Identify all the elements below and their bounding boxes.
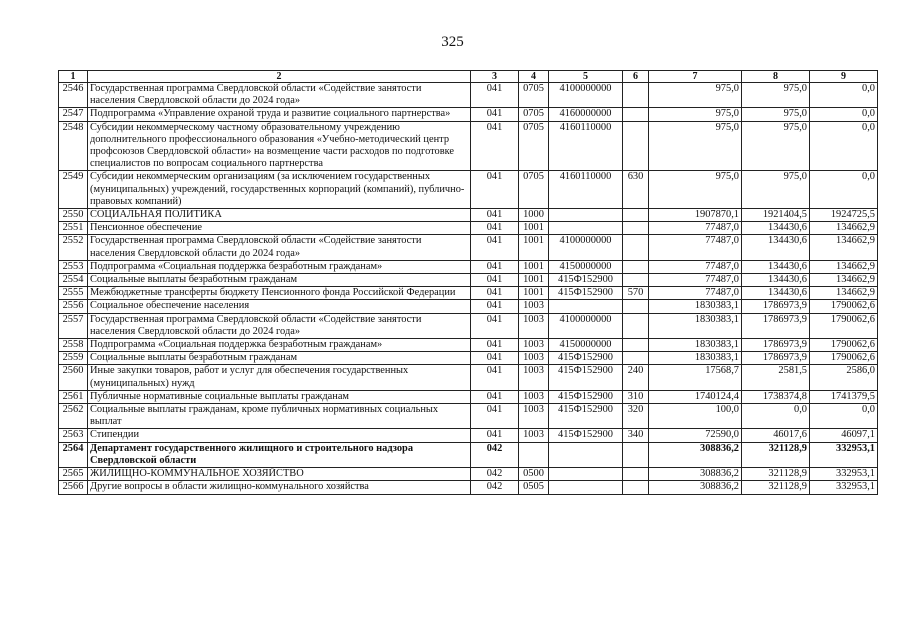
page-number: 325	[441, 34, 464, 50]
amount-col-9: 1790062,6	[810, 300, 878, 313]
amount-col-8: 321128,9	[742, 468, 810, 481]
expense-type-code	[623, 468, 649, 481]
row-number: 2551	[59, 222, 88, 235]
amount-col-9: 134662,9	[810, 274, 878, 287]
expense-type-code: 630	[623, 171, 649, 209]
target-article-code: 415Ф152900	[549, 274, 623, 287]
amount-col-7: 77487,0	[649, 287, 742, 300]
ministry-code: 041	[471, 404, 519, 429]
row-description: Другие вопросы в области жилищно-коммунального хозяйства	[88, 481, 471, 494]
ministry-code: 041	[471, 313, 519, 338]
row-number: 2549	[59, 171, 88, 209]
ministry-code: 041	[471, 209, 519, 222]
expense-type-code	[623, 313, 649, 338]
amount-col-9: 332953,1	[810, 442, 878, 467]
row-number: 2561	[59, 390, 88, 403]
amount-col-9: 134662,9	[810, 222, 878, 235]
table-row	[59, 300, 878, 313]
row-description: Государственная программа Свердловской области «Содействие занятости населения Свердловской области до 2024 года»	[88, 313, 471, 338]
amount-col-8: 975,0	[742, 108, 810, 121]
target-article-code: 415Ф152900	[549, 429, 623, 442]
target-article-code	[549, 442, 623, 467]
amount-col-8: 46017,6	[742, 429, 810, 442]
target-article-code: 415Ф152900	[549, 352, 623, 365]
row-description: Департамент государственного жилищного и строительного надзора Свердловской области	[88, 442, 471, 467]
section-code: 1003	[519, 313, 549, 338]
amount-col-7: 77487,0	[649, 222, 742, 235]
amount-col-7: 1907870,1	[649, 209, 742, 222]
row-number: 2555	[59, 287, 88, 300]
ministry-code: 041	[471, 429, 519, 442]
ministry-code: 041	[471, 300, 519, 313]
target-article-code: 415Ф152900	[549, 287, 623, 300]
amount-col-7: 77487,0	[649, 274, 742, 287]
amount-col-7: 1830383,1	[649, 313, 742, 338]
expense-type-code	[623, 442, 649, 467]
ministry-code: 041	[471, 352, 519, 365]
amount-col-8: 975,0	[742, 83, 810, 108]
section-code: 0505	[519, 481, 549, 494]
section-code: 1003	[519, 300, 549, 313]
target-article-code: 415Ф152900	[549, 404, 623, 429]
expense-type-code	[623, 209, 649, 222]
target-article-code: 4160110000	[549, 171, 623, 209]
target-article-code	[549, 468, 623, 481]
ministry-code: 041	[471, 339, 519, 352]
amount-col-8: 1786973,9	[742, 313, 810, 338]
amount-col-7: 308836,2	[649, 481, 742, 494]
amount-col-7: 308836,2	[649, 468, 742, 481]
ministry-code: 042	[471, 442, 519, 467]
row-description: Пенсионное обеспечение	[88, 222, 471, 235]
row-number: 2552	[59, 235, 88, 260]
amount-col-7: 1830383,1	[649, 300, 742, 313]
target-article-code: 4150000000	[549, 260, 623, 273]
row-description: Межбюджетные трансферты бюджету Пенсионного фонда Российской Федерации	[88, 287, 471, 300]
row-description: Социальное обеспечение населения	[88, 300, 471, 313]
table-row	[59, 171, 878, 209]
table-row	[59, 352, 878, 365]
column-header: 1	[59, 71, 88, 83]
amount-col-7: 77487,0	[649, 260, 742, 273]
amount-col-7: 77487,0	[649, 235, 742, 260]
amount-col-8: 2581,5	[742, 365, 810, 390]
amount-col-9: 0,0	[810, 83, 878, 108]
expense-type-code	[623, 352, 649, 365]
expense-type-code	[623, 83, 649, 108]
amount-col-7: 975,0	[649, 121, 742, 171]
target-article-code: 4100000000	[549, 313, 623, 338]
amount-col-7: 1830383,1	[649, 339, 742, 352]
amount-col-9: 46097,1	[810, 429, 878, 442]
ministry-code: 042	[471, 481, 519, 494]
ministry-code: 041	[471, 274, 519, 287]
table-row	[59, 404, 878, 429]
row-description: Публичные нормативные социальные выплаты гражданам	[88, 390, 471, 403]
target-article-code: 4160000000	[549, 108, 623, 121]
table-row	[59, 260, 878, 273]
amount-col-9: 134662,9	[810, 260, 878, 273]
amount-col-8: 1921404,5	[742, 209, 810, 222]
amount-col-8: 134430,6	[742, 222, 810, 235]
row-description: Субсидии некоммерческим организациям (за исключением государственных (муниципальных) учреждений, государственных корпораций (компаний), публично-правовых компаний)	[88, 171, 471, 209]
target-article-code	[549, 481, 623, 494]
amount-col-7: 100,0	[649, 404, 742, 429]
ministry-code: 041	[471, 235, 519, 260]
table-row	[59, 481, 878, 494]
section-code: 1001	[519, 287, 549, 300]
row-number: 2547	[59, 108, 88, 121]
row-description: Государственная программа Свердловской области «Содействие занятости населения Свердловской области до 2024 года»	[88, 83, 471, 108]
section-code: 1003	[519, 404, 549, 429]
row-number: 2559	[59, 352, 88, 365]
target-article-code: 4100000000	[549, 83, 623, 108]
section-code: 0500	[519, 468, 549, 481]
column-header-row	[59, 71, 878, 83]
section-code: 1001	[519, 222, 549, 235]
expense-type-code	[623, 481, 649, 494]
column-header: 9	[810, 71, 878, 83]
row-number: 2557	[59, 313, 88, 338]
row-description: Подпрограмма «Управление охраной труда и развитие социального партнерства»	[88, 108, 471, 121]
row-description: Государственная программа Свердловской области «Содействие занятости населения Свердловской области до 2024 года»	[88, 235, 471, 260]
amount-col-9: 1924725,5	[810, 209, 878, 222]
amount-col-7: 72590,0	[649, 429, 742, 442]
amount-col-8: 1786973,9	[742, 300, 810, 313]
table-row	[59, 121, 878, 171]
row-number: 2558	[59, 339, 88, 352]
section-code: 1003	[519, 352, 549, 365]
section-code: 0705	[519, 171, 549, 209]
table-row	[59, 442, 878, 467]
ministry-code: 041	[471, 287, 519, 300]
row-number: 2562	[59, 404, 88, 429]
row-number: 2553	[59, 260, 88, 273]
expense-type-code	[623, 339, 649, 352]
amount-col-8: 321128,9	[742, 481, 810, 494]
section-code: 0705	[519, 83, 549, 108]
row-description: Подпрограмма «Социальная поддержка безработным гражданам»	[88, 339, 471, 352]
amount-col-8: 134430,6	[742, 235, 810, 260]
target-article-code: 4100000000	[549, 235, 623, 260]
ministry-code: 042	[471, 468, 519, 481]
table-row	[59, 235, 878, 260]
expense-type-code: 320	[623, 404, 649, 429]
amount-col-8: 134430,6	[742, 274, 810, 287]
amount-col-9: 0,0	[810, 171, 878, 209]
ministry-code: 041	[471, 121, 519, 171]
column-header: 7	[649, 71, 742, 83]
row-description: Социальные выплаты гражданам, кроме публичных нормативных социальных выплат	[88, 404, 471, 429]
amount-col-7: 17568,7	[649, 365, 742, 390]
row-description: Подпрограмма «Социальная поддержка безработным гражданам»	[88, 260, 471, 273]
row-description: Иные закупки товаров, работ и услуг для обеспечения государственных (муниципальных) нужд	[88, 365, 471, 390]
amount-col-9: 1790062,6	[810, 352, 878, 365]
amount-col-9: 0,0	[810, 108, 878, 121]
amount-col-7: 975,0	[649, 83, 742, 108]
target-article-code: 415Ф152900	[549, 390, 623, 403]
amount-col-7: 975,0	[649, 108, 742, 121]
expense-type-code	[623, 121, 649, 171]
row-number: 2546	[59, 83, 88, 108]
row-description: Социальные выплаты безработным гражданам	[88, 274, 471, 287]
amount-col-8: 134430,6	[742, 260, 810, 273]
target-article-code	[549, 222, 623, 235]
amount-col-9: 332953,1	[810, 481, 878, 494]
table-row	[59, 274, 878, 287]
row-number: 2563	[59, 429, 88, 442]
table-row	[59, 209, 878, 222]
amount-col-9: 134662,9	[810, 235, 878, 260]
table-row	[59, 468, 878, 481]
section-code: 0705	[519, 121, 549, 171]
row-description: Стипендии	[88, 429, 471, 442]
expense-type-code: 340	[623, 429, 649, 442]
section-code: 1003	[519, 339, 549, 352]
section-code	[519, 442, 549, 467]
row-number: 2550	[59, 209, 88, 222]
column-header: 8	[742, 71, 810, 83]
expense-type-code	[623, 235, 649, 260]
section-code: 1001	[519, 235, 549, 260]
expense-type-code	[623, 222, 649, 235]
amount-col-9: 1790062,6	[810, 313, 878, 338]
ministry-code: 041	[471, 171, 519, 209]
table-row	[59, 83, 878, 108]
row-description: Социальные выплаты безработным гражданам	[88, 352, 471, 365]
expense-type-code: 240	[623, 365, 649, 390]
ministry-code: 041	[471, 365, 519, 390]
column-header: 4	[519, 71, 549, 83]
amount-col-8: 1786973,9	[742, 339, 810, 352]
row-number: 2564	[59, 442, 88, 467]
target-article-code: 4150000000	[549, 339, 623, 352]
expense-type-code	[623, 108, 649, 121]
ministry-code: 041	[471, 260, 519, 273]
table-row	[59, 429, 878, 442]
table-row	[59, 287, 878, 300]
expense-type-code	[623, 260, 649, 273]
row-number: 2554	[59, 274, 88, 287]
expense-type-code: 570	[623, 287, 649, 300]
ministry-code: 041	[471, 222, 519, 235]
amount-col-7: 1830383,1	[649, 352, 742, 365]
ministry-code: 041	[471, 390, 519, 403]
amount-col-9: 1741379,5	[810, 390, 878, 403]
amount-col-8: 134430,6	[742, 287, 810, 300]
table-row	[59, 222, 878, 235]
amount-col-9: 0,0	[810, 404, 878, 429]
row-description: ЖИЛИЩНО-КОММУНАЛЬНОЕ ХОЗЯЙСТВО	[88, 468, 471, 481]
row-description: СОЦИАЛЬНАЯ ПОЛИТИКА	[88, 209, 471, 222]
row-number: 2548	[59, 121, 88, 171]
target-article-code: 415Ф152900	[549, 365, 623, 390]
section-code: 1003	[519, 429, 549, 442]
target-article-code	[549, 300, 623, 313]
amount-col-8: 1786973,9	[742, 352, 810, 365]
row-number: 2556	[59, 300, 88, 313]
amount-col-7: 308836,2	[649, 442, 742, 467]
amount-col-8: 975,0	[742, 171, 810, 209]
table-row	[59, 390, 878, 403]
table-row	[59, 339, 878, 352]
row-number: 2565	[59, 468, 88, 481]
amount-col-8: 1738374,8	[742, 390, 810, 403]
amount-col-9: 0,0	[810, 121, 878, 171]
expense-type-code	[623, 300, 649, 313]
section-code: 1001	[519, 260, 549, 273]
budget-table	[58, 70, 878, 495]
amount-col-8: 0,0	[742, 404, 810, 429]
section-code: 0705	[519, 108, 549, 121]
target-article-code	[549, 209, 623, 222]
ministry-code: 041	[471, 108, 519, 121]
row-number: 2566	[59, 481, 88, 494]
table-row	[59, 108, 878, 121]
section-code: 1001	[519, 274, 549, 287]
section-code: 1003	[519, 390, 549, 403]
column-header: 6	[623, 71, 649, 83]
ministry-code: 041	[471, 83, 519, 108]
amount-col-8: 975,0	[742, 121, 810, 171]
column-header: 2	[88, 71, 471, 83]
amount-col-9: 1790062,6	[810, 339, 878, 352]
amount-col-7: 975,0	[649, 171, 742, 209]
target-article-code: 4160110000	[549, 121, 623, 171]
table-row	[59, 313, 878, 338]
row-number: 2560	[59, 365, 88, 390]
expense-type-code: 310	[623, 390, 649, 403]
column-header: 3	[471, 71, 519, 83]
row-description: Субсидии некоммерческому частному образовательному учреждению дополнительного профессионального образования «Учебно-методический центр профсоюзов Свердловской области» на возмещение части расходов по подготовке специалистов по вопросам социального партнерства	[88, 121, 471, 171]
amount-col-9: 2586,0	[810, 365, 878, 390]
section-code: 1003	[519, 365, 549, 390]
amount-col-7: 1740124,4	[649, 390, 742, 403]
column-header: 5	[549, 71, 623, 83]
amount-col-9: 332953,1	[810, 468, 878, 481]
section-code: 1000	[519, 209, 549, 222]
amount-col-9: 134662,9	[810, 287, 878, 300]
expense-type-code	[623, 274, 649, 287]
amount-col-8: 321128,9	[742, 442, 810, 467]
table-body	[59, 83, 878, 495]
table-row	[59, 365, 878, 390]
